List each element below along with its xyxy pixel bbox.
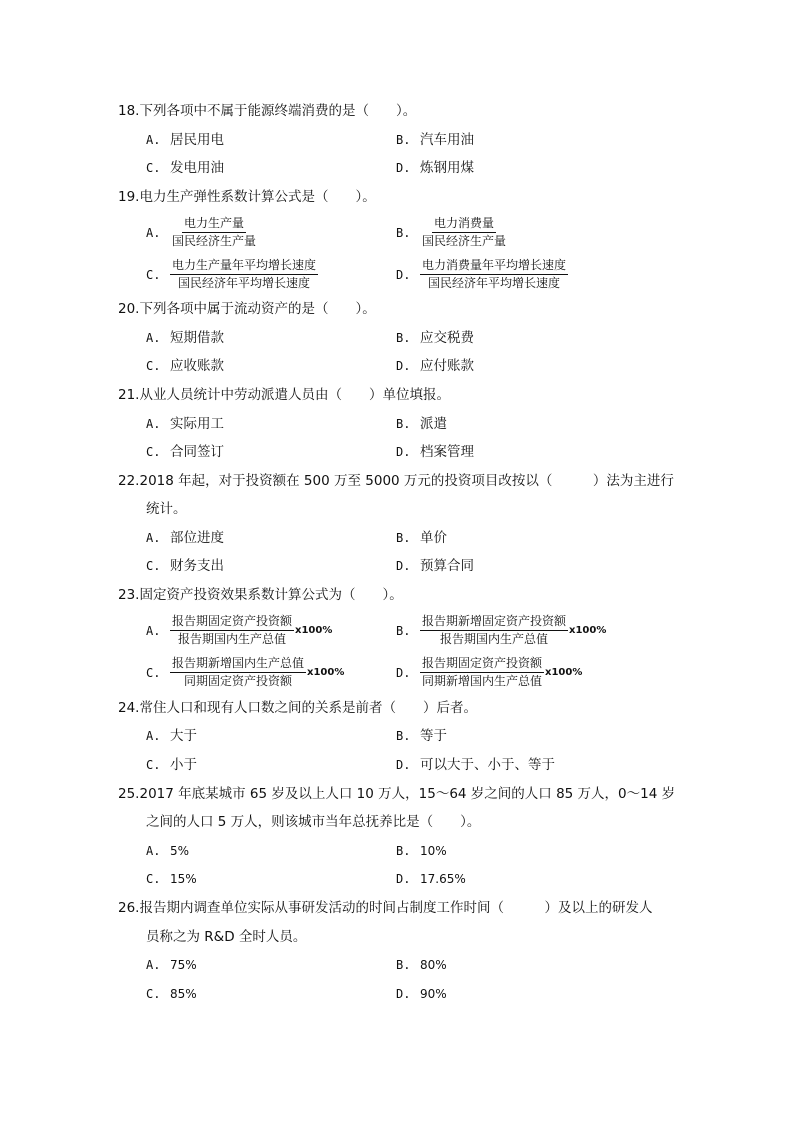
option-a-formula: A. 电力生产量 国民经济生产量: [146, 216, 257, 248]
question-number: 18.: [118, 103, 140, 119]
fraction: 报告期新增固定资产投资额 报告期国内生产总值: [422, 614, 567, 646]
question-19: [118, 188, 376, 206]
question-stem: 2017 年底某城市 65 岁及以上人口 10 万人，15～64 岁之间的人口 85 万人，0～14 岁: [139, 786, 676, 802]
question-22: [118, 472, 674, 490]
option-c: C. 应收账款: [146, 358, 224, 374]
option-b: B. 单价: [396, 530, 447, 546]
question-number: 22.: [118, 473, 140, 489]
option-a: A. 5%: [146, 844, 190, 858]
option-c: C. 发电用油: [146, 160, 224, 176]
option-c: C. 85%: [146, 987, 197, 1001]
option-b: B. 应交税费: [396, 330, 474, 346]
question-stem: 常住人口和现有人口数之间的关系是前者（ ）后者。: [139, 700, 477, 716]
question-stem: 下列各项中不属于能源终端消费的是（ ）。: [139, 103, 417, 119]
question-26: [118, 899, 652, 917]
option-d: D. 17.65%: [396, 872, 466, 886]
option-a: A. 75%: [146, 958, 197, 972]
question-21: [118, 386, 450, 404]
question-stem: 下列各项中属于流动资产的是（ ）。: [139, 301, 376, 317]
option-d-formula: D. 电力消费量年平均增长速度 国民经济年平均增长速度: [396, 258, 567, 290]
question-number: 23.: [118, 587, 140, 603]
option-b-formula: B. 报告期新增固定资产投资额 报告期国内生产总值 x100%: [396, 614, 607, 646]
fraction: 报告期固定资产投资额 同期新增国内生产总值: [422, 656, 543, 688]
option-d: D. 90%: [396, 987, 447, 1001]
question-number: 21.: [118, 387, 140, 403]
fraction: 报告期固定资产投资额 报告期国内生产总值: [172, 614, 293, 646]
question-stem: 电力生产弹性系数计算公式是（ ）。: [139, 189, 376, 205]
question-stem: 2018 年起，对于投资额在 500 万至 5000 万元的投资项目改按以（ ）法为主进行: [139, 473, 674, 489]
option-d: D. 炼钢用煤: [396, 160, 474, 176]
question-stem-continued: 之间的人口 5 万人，则该城市当年总抚养比是（ ）。: [146, 814, 481, 830]
fraction: 电力消费量 国民经济生产量: [422, 216, 507, 248]
option-c: C. 小于: [146, 757, 197, 773]
option-b: B. 派遣: [396, 416, 447, 432]
option-a-formula: A. 报告期固定资产投资额 报告期国内生产总值 x100%: [146, 614, 333, 646]
question-stem: 固定资产投资效果系数计算公式为（ ）。: [139, 587, 403, 603]
question-number: 20.: [118, 301, 140, 317]
fraction: 电力生产量年平均增长速度 国民经济年平均增长速度: [172, 258, 317, 290]
option-a: A. 大于: [146, 728, 197, 744]
option-b: B. 80%: [396, 958, 447, 972]
option-c: C. 合同签订: [146, 444, 224, 460]
question-23: [118, 586, 403, 604]
option-a: A. 短期借款: [146, 330, 224, 346]
option-c-formula: C. 电力生产量年平均增长速度 国民经济年平均增长速度: [146, 258, 317, 290]
question-stem-continued: 统计。: [146, 501, 187, 517]
question-number: 25.: [118, 786, 140, 802]
option-c: C. 财务支出: [146, 558, 224, 574]
option-b: B. 等于: [396, 728, 447, 744]
fraction: 报告期新增国内生产总值 同期固定资产投资额: [172, 656, 305, 688]
question-25: [118, 785, 675, 803]
option-a: A. 实际用工: [146, 416, 224, 432]
question-24: [118, 699, 477, 717]
option-a: A. 部位进度: [146, 530, 224, 546]
option-c: C. 15%: [146, 872, 197, 886]
option-b-formula: B. 电力消费量 国民经济生产量: [396, 216, 507, 248]
question-number: 24.: [118, 700, 140, 716]
option-b: B. 10%: [396, 844, 447, 858]
question-stem-continued: 员称之为 R&D 全时人员。: [146, 929, 307, 945]
question-18: [118, 102, 416, 120]
question-stem: 报告期内调查单位实际从事研发活动的时间占制度工作时间（ ）及以上的研发人: [139, 900, 653, 916]
fraction: 电力消费量年平均增长速度 国民经济年平均增长速度: [422, 258, 567, 290]
question-stem: 从业人员统计中劳动派遣人员由（ ）单位填报。: [139, 387, 450, 403]
option-d-formula: D. 报告期固定资产投资额 同期新增国内生产总值 x100%: [396, 656, 583, 688]
question-20: [118, 300, 376, 318]
option-b: B. 汽车用油: [396, 132, 474, 148]
question-number: 26.: [118, 900, 140, 916]
option-d: D. 可以大于、小于、等于: [396, 757, 555, 773]
question-number: 19.: [118, 189, 140, 205]
option-a: A. 居民用电: [146, 132, 224, 148]
option-c-formula: C. 报告期新增国内生产总值 同期固定资产投资额 x100%: [146, 656, 345, 688]
option-d: D. 档案管理: [396, 444, 474, 460]
option-d: D. 预算合同: [396, 558, 474, 574]
option-d: D. 应付账款: [396, 358, 474, 374]
fraction: 电力生产量 国民经济生产量: [172, 216, 257, 248]
